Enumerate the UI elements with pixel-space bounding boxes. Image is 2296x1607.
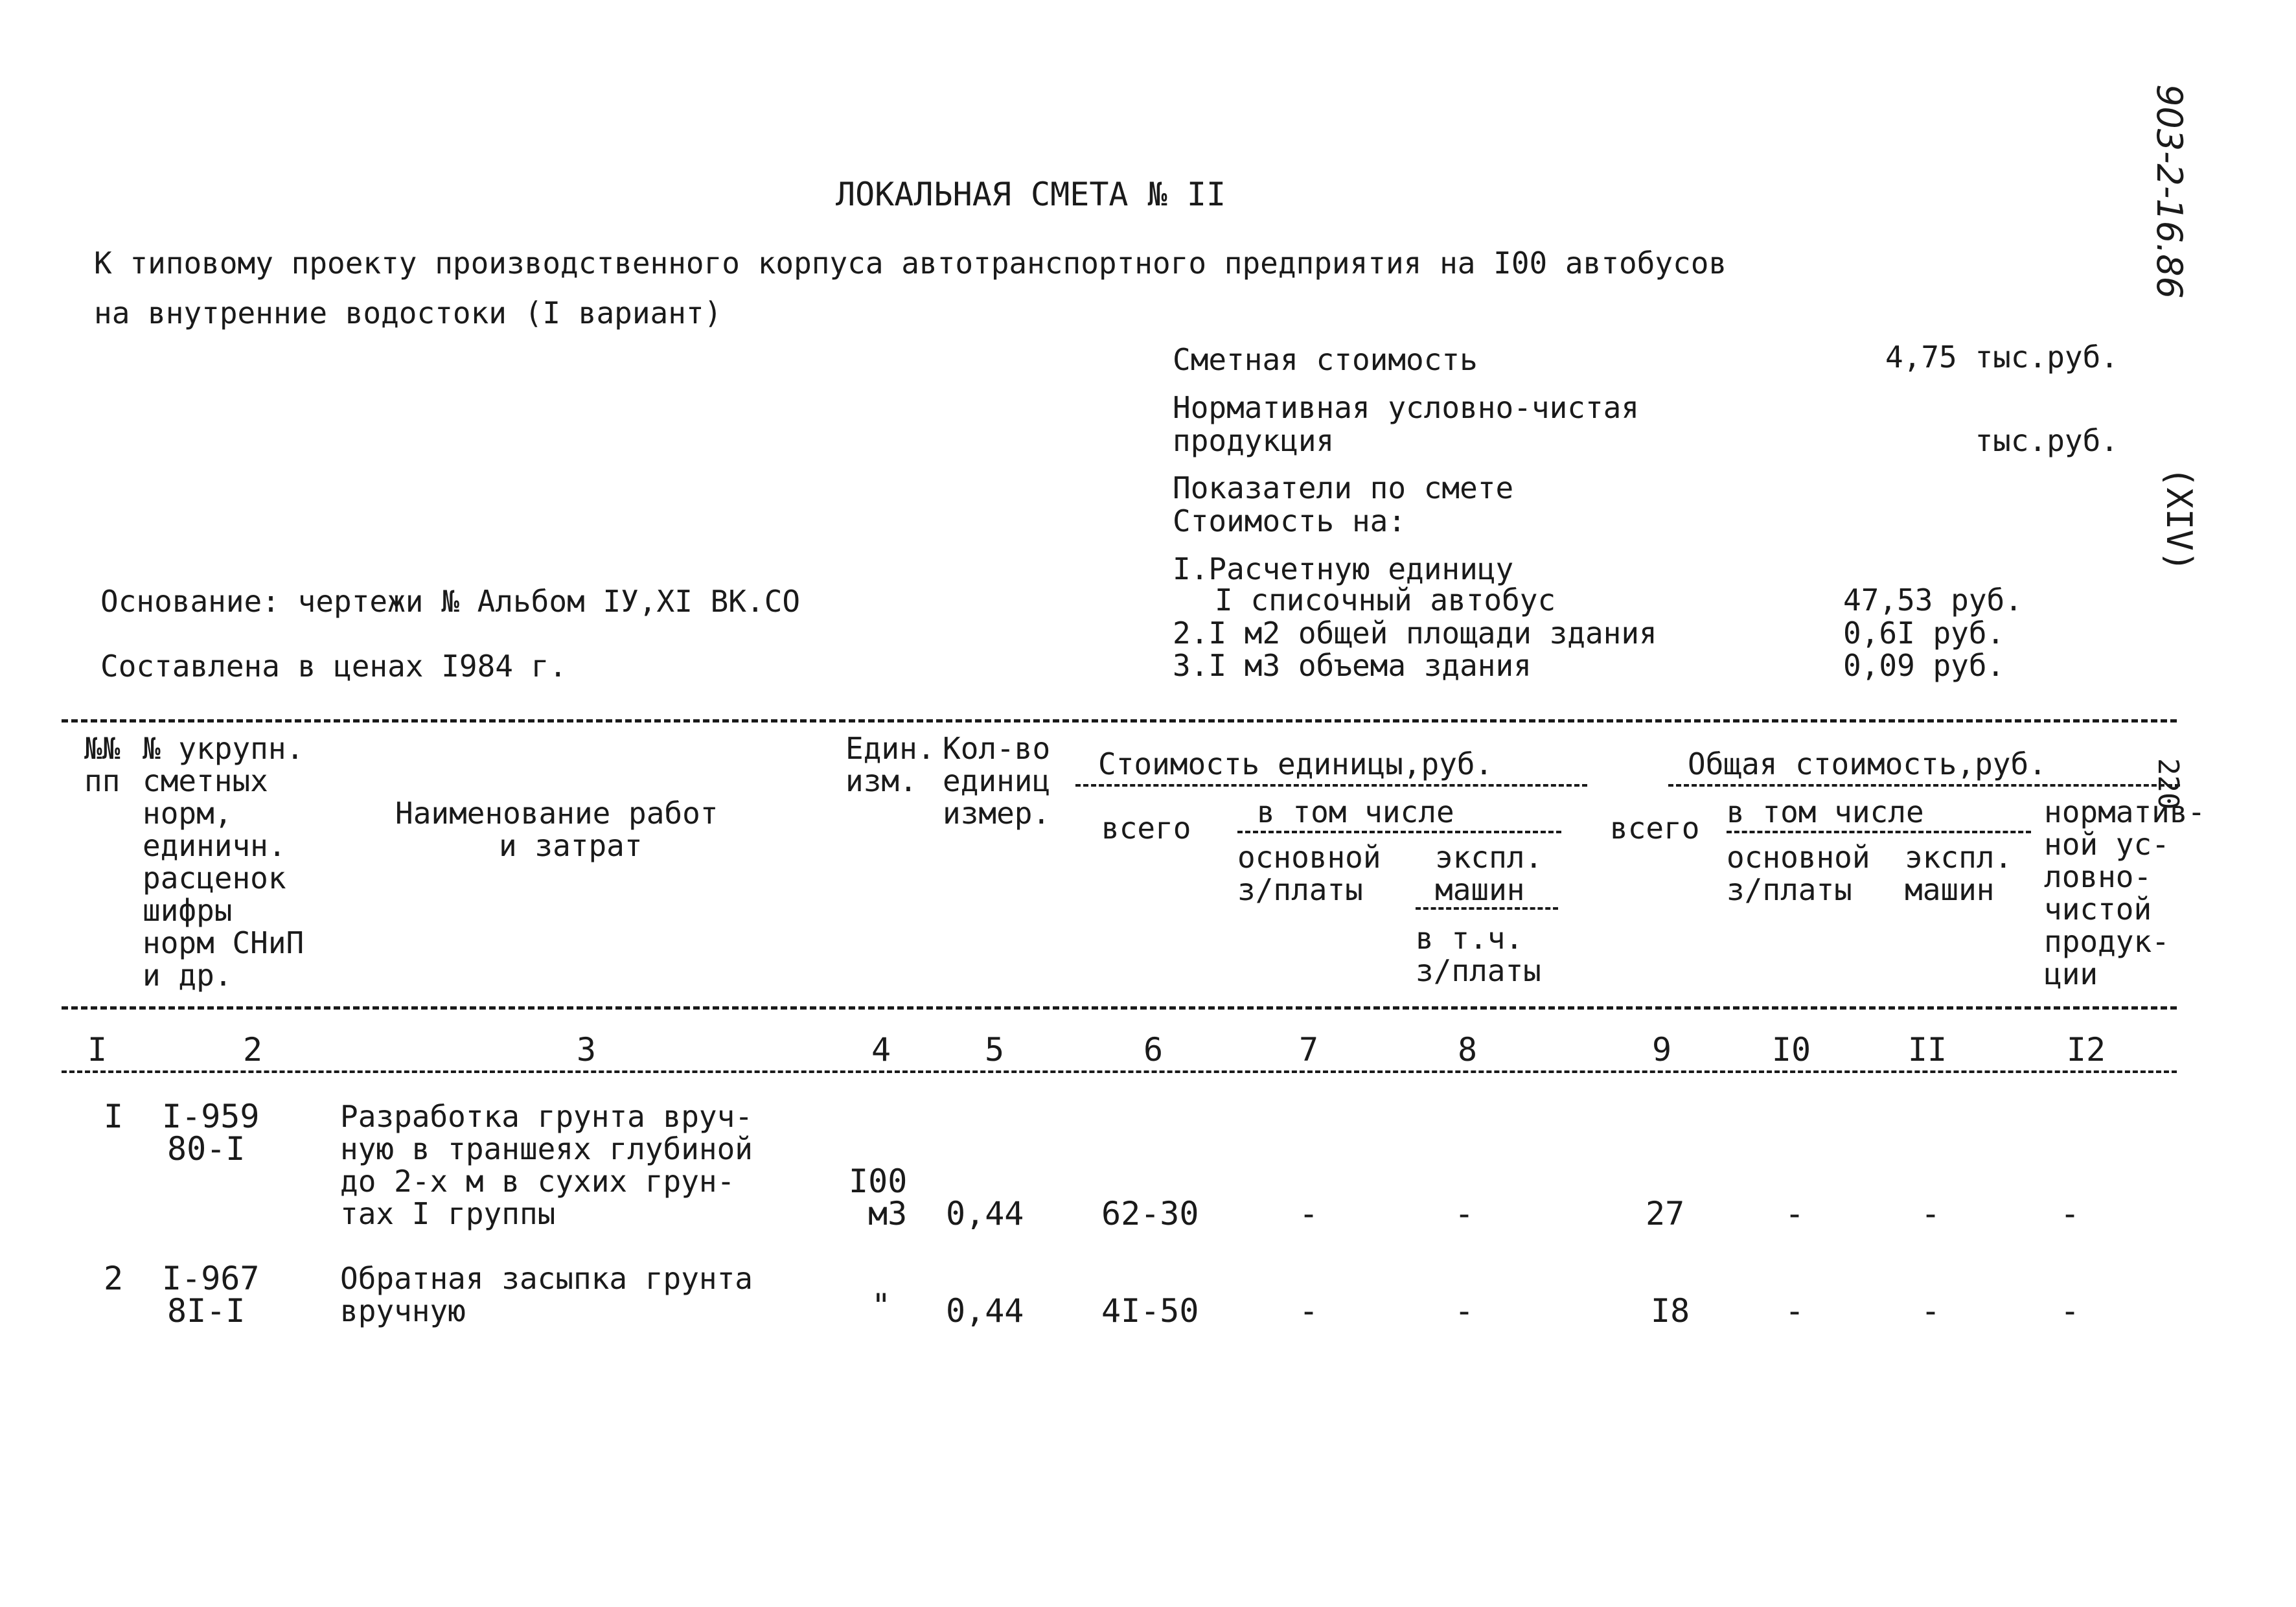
header-qty-l3: измер.	[943, 796, 1051, 831]
total-cost-underline	[1668, 784, 2180, 787]
colnum-12: I2	[2066, 1031, 2106, 1069]
normative-label-2: продукция	[1173, 423, 1335, 458]
header-basic-wage2-l1: основной	[1727, 840, 1870, 875]
indicator-2-label: 2.I м2 общей площади здания	[1173, 616, 1657, 651]
row1-unit-l2: м3	[868, 1195, 908, 1232]
normative-label-1: Нормативная условно-чистая	[1173, 390, 1640, 425]
header-num-l2: пп	[84, 763, 121, 798]
header-qty-l1: Кол-во	[943, 731, 1051, 766]
header-including: в том числе	[1257, 794, 1454, 829]
colnum-4: 4	[871, 1031, 891, 1069]
header-num-l1: №№	[84, 731, 121, 766]
colnum-3: 3	[576, 1031, 597, 1069]
header-machines-l1: экспл.	[1435, 840, 1543, 875]
row2-name-l1: Обратная засыпка грунта	[340, 1261, 753, 1296]
indicator-3-label: 3.I м3 объема здания	[1173, 648, 1532, 683]
row1-normative: -	[2060, 1195, 2080, 1232]
header-code-l6: шифры	[143, 893, 233, 928]
colnum-5: 5	[984, 1031, 1005, 1069]
row2-unit-machines: -	[1454, 1292, 1475, 1330]
row1-total-wage: -	[1785, 1195, 1805, 1232]
indicator-2-value: 0,6I руб.	[1843, 616, 2005, 651]
subtitle-line-2: на внутренние водостоки (I вариант)	[94, 295, 722, 330]
row1-name-l1: Разработка грунта вруч-	[340, 1099, 753, 1134]
row2-name-l2: вручную	[340, 1293, 466, 1328]
normative-unit: тыс.руб.	[1975, 423, 2118, 458]
row1-name-l2: ную в траншеях глубиной	[340, 1131, 753, 1166]
indicator-1-label-1: I.Расчетную единицу	[1173, 551, 1514, 586]
row2-num: 2	[104, 1260, 124, 1297]
row1-code-l2: 80-I	[167, 1130, 246, 1168]
header-name-l1: Наименование работ	[395, 796, 718, 831]
header-code-l3: норм,	[143, 796, 233, 831]
header-basic-wage-l1: основной	[1237, 840, 1381, 875]
colnum-11: II	[1907, 1031, 1947, 1069]
row1-num: I	[104, 1098, 124, 1135]
header-machines2-l2: машин	[1905, 872, 1995, 907]
colnum-2: 2	[242, 1031, 263, 1069]
header-unit-l2: изм.	[845, 763, 917, 798]
row1-qty: 0,44	[946, 1195, 1024, 1232]
row1-unit-l1: I00	[849, 1162, 908, 1200]
row1-name-l4: тах I группы	[340, 1196, 556, 1231]
row2-code-l2: 8I-I	[167, 1292, 246, 1330]
side-stamp: 903-2-16.86	[2149, 84, 2190, 299]
unit-cost-underline	[1075, 784, 1587, 787]
row2-normative: -	[2060, 1292, 2080, 1330]
header-code-l5: расценок	[143, 861, 286, 896]
header-normative-l6: ции	[2044, 956, 2098, 991]
row1-unit-wage: -	[1299, 1195, 1319, 1232]
header-unit-l1: Един.	[845, 731, 936, 766]
colnum-6: 6	[1143, 1031, 1164, 1069]
row1-unit-total: 62-30	[1101, 1195, 1199, 1232]
header-incl-wage-l2: з/платы	[1416, 953, 1541, 988]
header-name-l2: и затрат	[499, 828, 643, 863]
header-normative-l5: продук-	[2044, 924, 2170, 959]
estimated-cost-label: Сметная стоимость	[1173, 342, 1478, 377]
header-incl-wage-l1: в т.ч.	[1416, 921, 1524, 956]
header-unit-cost-group: Стоимость единицы,руб.	[1098, 746, 1493, 781]
colnum-1: I	[87, 1031, 108, 1069]
side-page-number: 220	[2152, 758, 2185, 810]
row2-unit-total: 4I-50	[1101, 1292, 1199, 1330]
header-normative-l1: норматив-	[2044, 794, 2206, 829]
header-code-l7: норм СНиП	[143, 925, 304, 960]
row1-total-machines: -	[1921, 1195, 1941, 1232]
colnum-7: 7	[1298, 1031, 1319, 1069]
colnum-10: I0	[1771, 1031, 1811, 1069]
header-basic-wage2-l2: з/платы	[1727, 872, 1852, 907]
estimated-cost-value: 4,75 тыс.руб.	[1885, 340, 2118, 375]
header-unit-total: всего	[1101, 811, 1191, 846]
header-machines2-l1: экспл.	[1905, 840, 2013, 875]
colnum-rule	[62, 1070, 2177, 1073]
row2-code-l1: I-967	[162, 1260, 260, 1297]
colnum-9: 9	[1651, 1031, 1672, 1069]
table-top-rule	[62, 719, 2177, 723]
row2-unit-wage: -	[1299, 1292, 1319, 1330]
header-total-cost-group: Общая стоимость,руб.	[1688, 746, 2047, 781]
indicator-1-value: 47,53 руб.	[1843, 583, 2023, 618]
row2-unit-ditto: "	[871, 1287, 891, 1324]
header-code-l2: сметных	[143, 763, 268, 798]
side-roman: (XIV)	[2159, 467, 2199, 572]
header-code-l8: и др.	[143, 958, 233, 993]
row1-total: 27	[1646, 1195, 1685, 1232]
header-normative-l2: ной ус-	[2044, 827, 2170, 862]
indicator-1-label-2: I списочный автобус	[1215, 583, 1556, 618]
header-qty-l2: единиц	[943, 763, 1051, 798]
row2-total-machines: -	[1921, 1292, 1941, 1330]
indicators-label-2: Стоимость на:	[1173, 503, 1406, 538]
header-including-2: в том числе	[1727, 794, 1924, 829]
row1-code-l1: I-959	[162, 1098, 260, 1135]
prices-text: Составлена в ценах I984 г.	[100, 649, 568, 684]
colnum-8: 8	[1457, 1031, 1478, 1069]
including-underline	[1237, 831, 1561, 833]
header-machines-l2: машин	[1435, 872, 1525, 907]
row2-total-wage: -	[1785, 1292, 1805, 1330]
row2-total: I8	[1651, 1292, 1690, 1330]
row1-name-l3: до 2-х м в сухих грун-	[340, 1164, 735, 1199]
header-total: всего	[1610, 811, 1700, 846]
machines-underline	[1416, 907, 1558, 910]
indicators-label-1: Показатели по смете	[1173, 470, 1514, 505]
row1-unit-machines: -	[1454, 1195, 1475, 1232]
including-2-underline	[1727, 831, 2031, 833]
header-code-l1: № укрупн.	[143, 731, 304, 766]
basis-text: Основание: чертежи № Альбом IУ,XI ВК.СО	[100, 584, 801, 619]
header-normative-l4: чистой	[2044, 892, 2152, 927]
document-title: ЛОКАЛЬНАЯ СМЕТА № II	[836, 176, 1226, 213]
header-basic-wage-l2: з/платы	[1237, 872, 1363, 907]
indicator-3-value: 0,09 руб.	[1843, 648, 2005, 683]
row2-qty: 0,44	[946, 1292, 1024, 1330]
header-bottom-rule	[62, 1006, 2177, 1010]
header-code-l4: единичн.	[143, 828, 286, 863]
header-normative-l3: ловно-	[2044, 859, 2152, 894]
subtitle-line-1: К типовому проекту производственного корпуса автотранспортного предприятия на I00 автобусов	[94, 246, 1727, 281]
